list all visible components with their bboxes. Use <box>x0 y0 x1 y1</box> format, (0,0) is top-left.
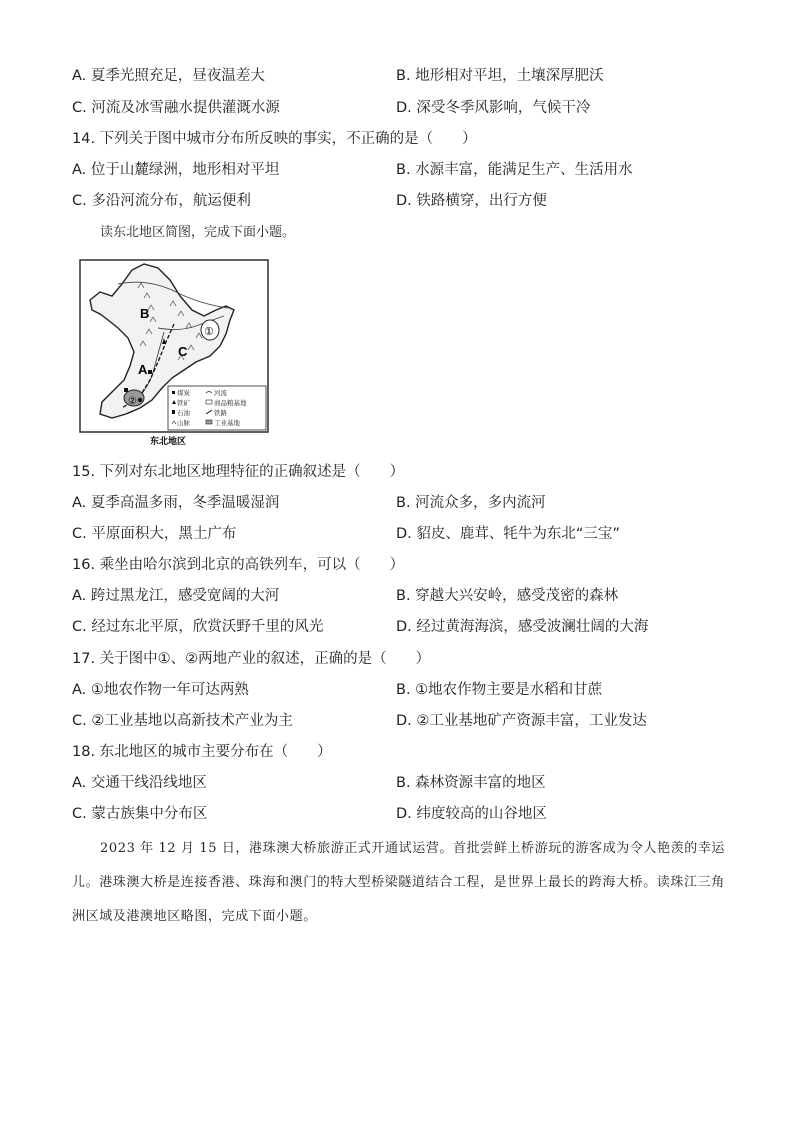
q18-stem: 18. 东北地区的城市主要分布在（ ） <box>72 744 332 760</box>
q17-option-d: D. ②工业基地矿产资源丰富，工业发达 <box>396 713 647 729</box>
map-label-b: B <box>140 306 150 321</box>
q16-option-c: C. 经过东北平原，欣赏沃野千里的风光 <box>72 619 324 635</box>
intro-northeast: 读东北地区简图，完成下面小题。 <box>100 225 296 240</box>
q15-option-b: B. 河流众多，多内流河 <box>396 495 546 511</box>
q18-option-d: D. 纬度较高的山谷地区 <box>396 806 547 822</box>
map-label-a: A <box>138 362 148 377</box>
q17-option-a: A. ①地农作物一年可达两熟 <box>72 682 249 698</box>
legend-coal: 煤炭 <box>177 389 190 397</box>
map-caption: 东北地区 <box>150 437 187 447</box>
map-label-1: ① <box>204 325 214 338</box>
legend-grain: 商品粮基地 <box>214 399 247 407</box>
q14-option-b: B. 水源丰富，能满足生产、生活用水 <box>396 162 633 178</box>
q13-option-d: D. 深受冬季风影响，气候干冷 <box>396 100 591 116</box>
legend-iron: 铁矿 <box>177 399 190 407</box>
northeast-china-map <box>78 258 272 448</box>
q17-option-b: B. ①地农作物主要是水稻和甘蔗 <box>396 682 603 698</box>
legend-mountain: 山脉 <box>177 419 190 427</box>
q14-options-row-1 <box>72 158 732 182</box>
q17-stem: 17. 关于图中①、②两地产业的叙述，正确的是（ ） <box>72 651 431 667</box>
q15-option-a: A. 夏季高温多雨，冬季温暖湿润 <box>72 495 280 511</box>
map-label-2: ② <box>128 396 137 407</box>
q14-stem: 14. 下列关于图中城市分布所反映的事实，不正确的是（ ） <box>72 131 477 147</box>
q13-option-a: A. 夏季光照充足，昼夜温差大 <box>72 68 265 84</box>
q16-option-d: D. 经过黄海海滨，感受波澜壮阔的大海 <box>396 619 649 635</box>
q16-options-row-1 <box>72 584 732 608</box>
q13-option-c: C. 河流及冰雪融水提供灌溉水源 <box>72 100 280 116</box>
q15-option-d: D. 貂皮、鹿茸、牦牛为东北“三宝” <box>396 526 620 542</box>
legend-river: 河流 <box>214 389 227 397</box>
q15-stem: 15. 下列对东北地区地理特征的正确叙述是（ ） <box>72 464 405 480</box>
q16-option-b: B. 穿越大兴安岭，感受茂密的森林 <box>396 588 619 604</box>
q17-options-row-2 <box>72 709 732 733</box>
map-label-c: C <box>178 344 188 359</box>
legend-oil: 石油 <box>177 409 190 417</box>
hzmb-paragraph <box>72 832 732 934</box>
q18-options-row-1 <box>72 771 732 795</box>
map-legend <box>168 386 266 430</box>
q17-option-c: C. ②工业基地以高新技术产业为主 <box>72 713 293 729</box>
q18-option-c: C. 蒙古族集中分布区 <box>72 806 208 822</box>
q13-option-b: B. 地形相对平坦，土壤深厚肥沃 <box>396 68 604 84</box>
q15-options-row-2 <box>72 522 732 546</box>
q14-option-a: A. 位于山麓绿洲，地形相对平坦 <box>72 162 280 178</box>
q16-options-row-2 <box>72 615 732 639</box>
legend-rail: 铁路 <box>214 409 227 417</box>
q14-option-d: D. 铁路横穿，出行方便 <box>396 193 547 209</box>
q18-option-b: B. 森林资源丰富的地区 <box>396 775 546 791</box>
legend-industry: 工业基地 <box>214 419 240 427</box>
q18-options-row-2 <box>72 802 732 826</box>
q16-option-a: A. 跨过黑龙江，感受宽阔的大河 <box>72 588 280 604</box>
q15-options-row-1 <box>72 491 732 515</box>
q17-options-row-1 <box>72 678 732 702</box>
q16-stem: 16. 乘坐由哈尔滨到北京的高铁列车，可以（ ） <box>72 557 405 573</box>
q18-option-a: A. 交通干线沿线地区 <box>72 775 207 791</box>
q14-option-c: C. 多沿河流分布，航运便利 <box>72 193 251 209</box>
q13-options-row-2 <box>72 96 732 120</box>
q13-options-row-1 <box>72 64 732 88</box>
hzmb-paragraph-text: 2023 年 12 月 15 日，港珠澳大桥旅游正式开通试运营。首批尝鲜上桥游玩的游客成为令人艳羡的幸运儿。港珠澳大桥是连接香港、珠海和澳门的特大型桥梁隧道结合工程，是世界上最长的跨海大桥。读珠江三角洲区域及港澳地区略图，完成下面小题。 <box>72 841 726 924</box>
q15-option-c: C. 平原面积大，黑土广布 <box>72 526 237 542</box>
q14-options-row-2 <box>72 189 732 213</box>
